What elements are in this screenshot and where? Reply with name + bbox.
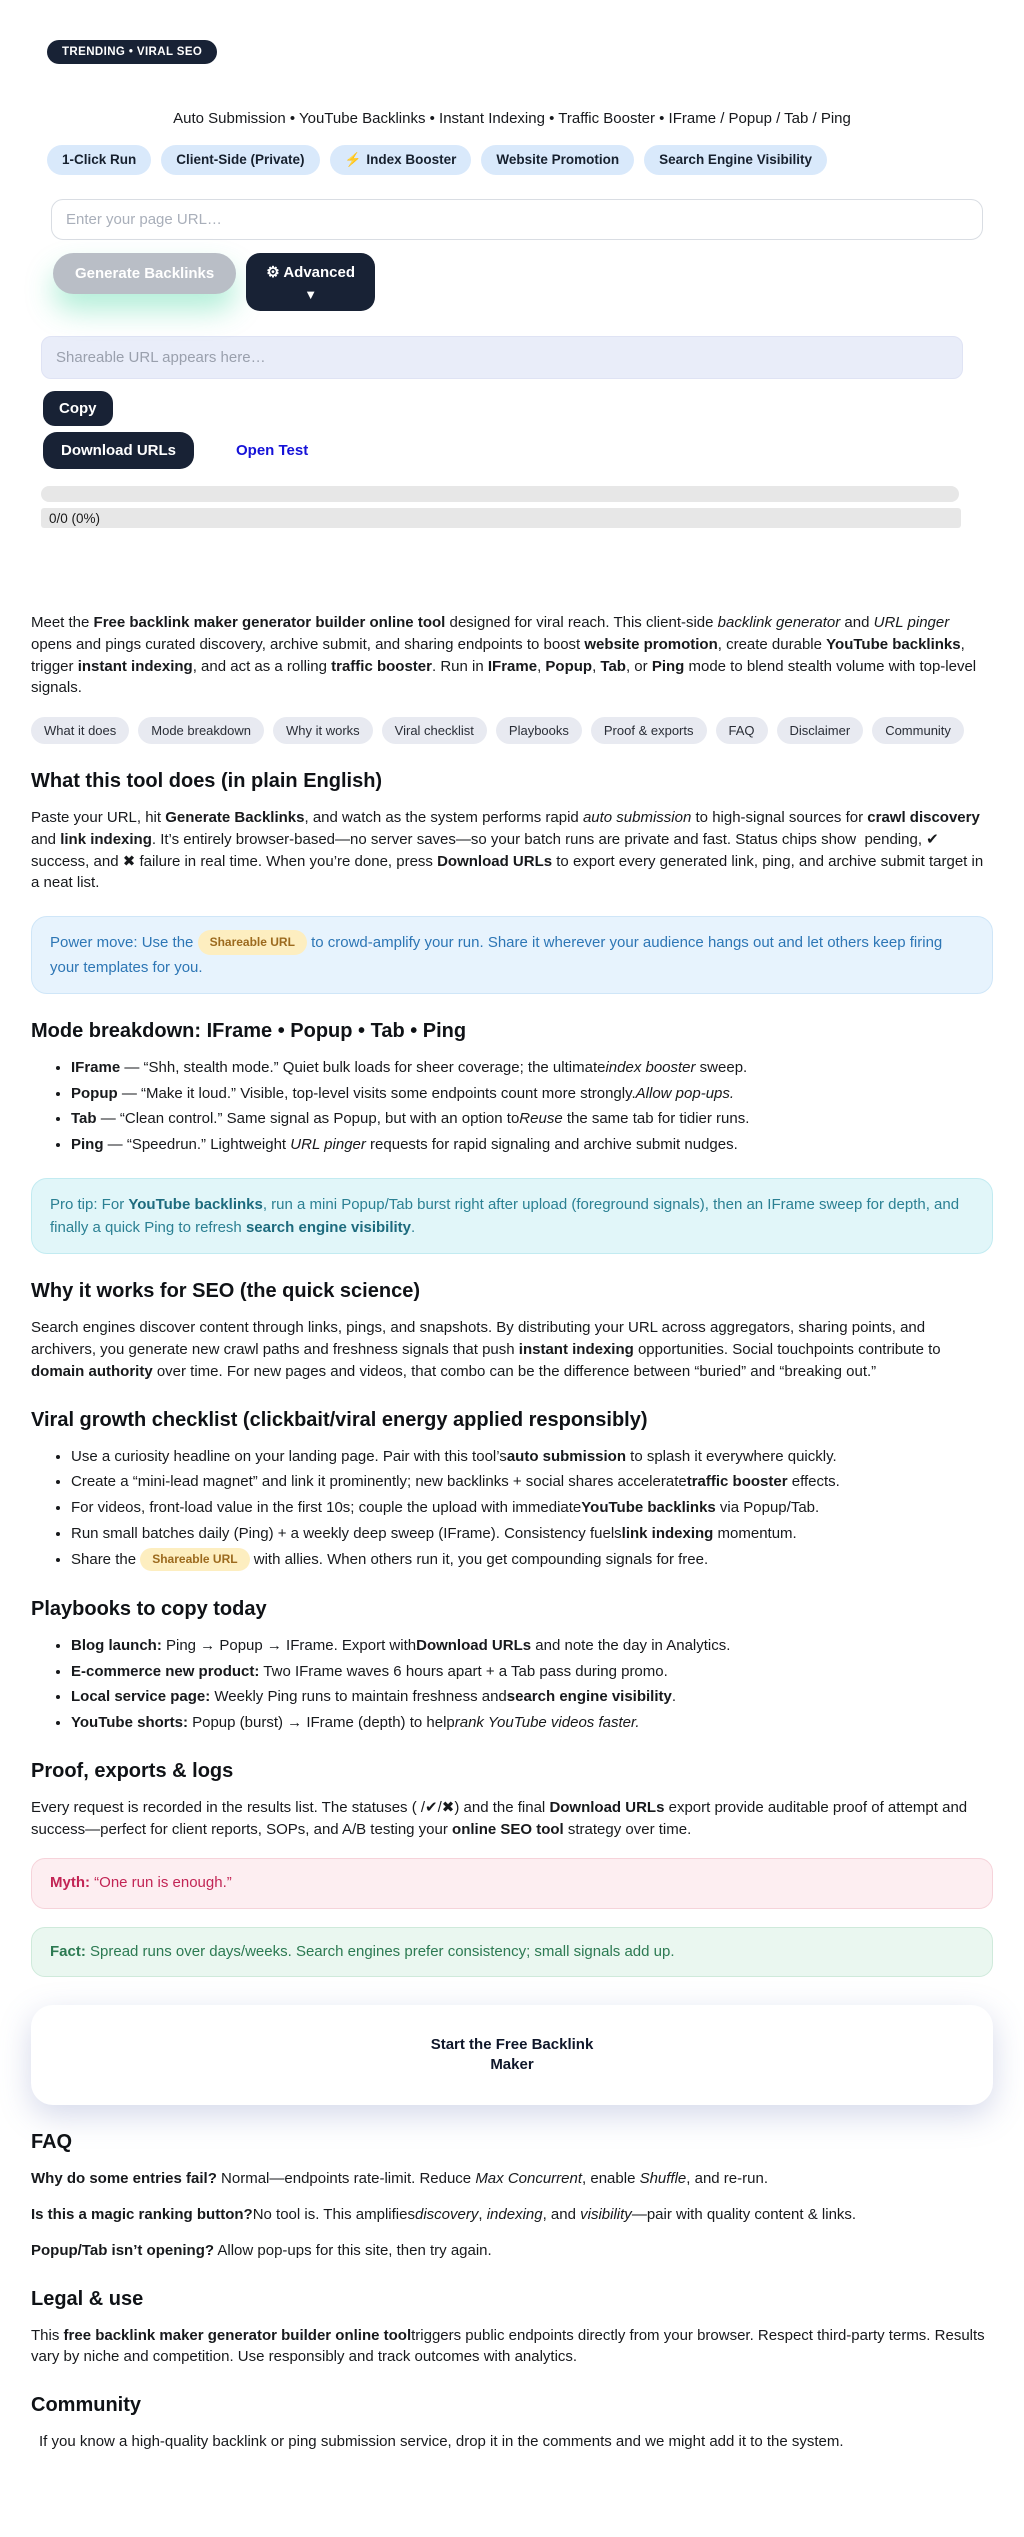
viral-item-headline: • Use a curiosity headline on your landing page. Pair with this tool’sauto submission to splash it everywhere quickly. (71, 1446, 993, 1468)
feature-chip-row (47, 145, 993, 175)
mode-item-iframe: • IFrame — “Shh, stealth mode.” Quiet bulk loads for sheer coverage; the ultimateindex booster sweep. (71, 1057, 993, 1079)
toc-chip-what-it-does[interactable]: What it does (31, 717, 129, 744)
mode-list (31, 1057, 993, 1156)
chip-index-booster-label: Index Booster (366, 152, 457, 167)
start-tool-cta[interactable]: Start the Free Backlink Maker (430, 2036, 594, 2074)
lightning-icon: ⚡ (344, 152, 362, 167)
playbook-ecommerce: • E-commerce new product: Two IFrame waves 6 hours apart + a Tab pass during promo. (71, 1661, 993, 1683)
generate-backlinks-button[interactable]: Generate Backlinks (53, 253, 236, 294)
shareable-url-input[interactable] (41, 336, 963, 379)
playbook-blog-launch: • Blog launch: Ping → Popup → IFrame. Export withDownload URLs and note the day in Analytics. (71, 1635, 993, 1657)
shareable-url-pill: Shareable URL (140, 1548, 249, 1571)
playbook-youtube-shorts: • YouTube shorts: Popup (burst) → IFrame (depth) to helprank YouTube videos faster. (71, 1712, 993, 1734)
viral-item-lead-magnet: • Create a “mini-lead magnet” and link it prominently; new backlinks + social shares acceleratetraffic booster effects. (71, 1471, 993, 1493)
feature-strapline: Auto Submission • YouTube Backlinks • Instant Indexing • Traffic Booster • IFrame / Popup / Tab / Ping (173, 110, 851, 127)
article (31, 612, 993, 2453)
open-test-link[interactable]: Open Test (236, 442, 309, 459)
viral-item-videos: • For videos, front-load value in the first 10s; couple the upload with immediateYouTube backlinks via Popup/Tab. (71, 1497, 993, 1519)
proof-paragraph: Every request is recorded in the results list. The statuses ( /✔/✖) and the final Download URLs export provide auditable proof of attempt and success—perfect for client reports, SOPs, and A/B testing your online SEO tool strategy over time. (31, 1798, 968, 1838)
progress-count-label: 0/0 (0%) (41, 508, 961, 528)
legal-paragraph: This free backlink maker generator builder online tooltriggers public endpoints directly from your browser. Respect third-party terms. Results vary by niche and competition. Use responsibly and track outcomes with analytics. (31, 2326, 985, 2366)
cta-card (31, 2005, 993, 2105)
advanced-button-label: Advanced (283, 264, 356, 281)
mode-item-tab: • Tab — “Clean control.” Same signal as Popup, but with an option toReuse the same tab for tidier runs. (71, 1108, 993, 1130)
faq-item-popup-blocked: Popup/Tab isn’t opening? Allow pop-ups for this site, then try again. (31, 2241, 492, 2259)
chip-search-visibility: Search Engine Visibility (644, 145, 827, 175)
heading-legal: Legal & use (31, 2287, 144, 2310)
advanced-button-line (266, 264, 355, 281)
heading-proof-exports: Proof, exports & logs (31, 1759, 234, 1782)
chevron-down-icon: ▼ (304, 286, 318, 302)
toc-chip-mode-breakdown[interactable]: Mode breakdown (138, 717, 264, 744)
pro-tip-callout: Pro tip: For YouTube backlinks, run a mini Popup/Tab burst right after upload (foreground signals), then an IFrame sweep for depth, and finally a quick Ping to refresh search engine visibility. (31, 1178, 993, 1255)
faq-item-entries-fail: Why do some entries fail? Normal—endpoints rate-limit. Reduce Max Concurrent, enable Shuffle, and re-run. (31, 2170, 768, 2188)
toc-chip-why-it-works[interactable]: Why it works (273, 717, 373, 744)
heading-community: Community (31, 2394, 141, 2417)
heading-what-it-does: What this tool does (in plain English) (31, 770, 383, 792)
heading-faq: FAQ (31, 2131, 73, 2154)
chip-client-side: Client-Side (Private) (161, 145, 319, 175)
download-urls-button[interactable]: Download URLs (43, 432, 194, 469)
heading-why-it-works: Why it works for SEO (the quick science) (31, 1280, 420, 1303)
what-it-does-paragraph: Paste your URL, hit Generate Backlinks, and watch as the system performs rapid auto submission to high-signal sources for crawl discovery and link indexing. It’s entirely browser-based—no server saves—so your batch runs are private and fast. Status chips show pending, ✔ success, and ✖ failure in real time. When you’re done, press Download URLs to export every generated link, ping, and archive submit target in a neat list. (31, 809, 984, 892)
myth-box: Myth: “One run is enough.” (31, 1858, 993, 1909)
playbook-local-service: • Local service page: Weekly Ping runs to maintain freshness andsearch engine visibility. (71, 1686, 993, 1708)
trending-badge: TRENDING • VIRAL SEO (47, 40, 217, 64)
page-url-input[interactable] (51, 199, 983, 240)
toc-chip-community[interactable]: Community (872, 717, 964, 744)
chip-website-promotion: Website Promotion (481, 145, 634, 175)
why-it-works-paragraph: Search engines discover content through links, pings, and snapshots. By distributing your URL across aggregators, sharing points, and archivers, you generate new crawl paths and freshness signals that push instant indexing opportunities. Social touchpoints contribute to domain authority over time. For new pages and videos, that combo can be the difference between “buried” and “breaking out.” (31, 1319, 941, 1380)
faq-item-magic-button: Is this a magic ranking button?No tool is. This amplifiesdiscovery, indexing, and visibility—pair with quality content & links. (31, 2206, 857, 2224)
toc-chip-disclaimer[interactable]: Disclaimer (777, 717, 864, 744)
toc-chip-faq[interactable]: FAQ (716, 717, 768, 744)
progress-bar (41, 486, 959, 502)
playbook-list (31, 1635, 993, 1734)
chip-1-click-run: 1-Click Run (47, 145, 151, 175)
gear-icon: ⚙ (266, 264, 280, 281)
mode-item-ping: • Ping — “Speedrun.” Lightweight URL pinger requests for rapid signaling and archive submit nudges. (71, 1134, 993, 1156)
intro-paragraph: Meet the Free backlink maker generator builder online tool designed for viral reach. This client-side backlink generator and URL pinger opens and pings curated discovery, archive submit, and sharing endpoints to boost website promotion, create durable YouTube backlinks, trigger instant indexing, and act as a rolling traffic booster. Run in IFrame, Popup, Tab, or Ping mode to blend stealth volume with top-level signals. (31, 614, 977, 697)
shareable-url-pill: Shareable URL (198, 930, 307, 955)
heading-playbooks: Playbooks to copy today (31, 1597, 267, 1620)
heading-viral-checklist: Viral growth checklist (clickbait/viral energy applied responsibly) (31, 1408, 648, 1431)
download-row (43, 432, 993, 469)
heading-mode-breakdown: Mode breakdown: IFrame • Popup • Tab • Ping (31, 1019, 467, 1042)
power-move-callout: Power move: Use the Shareable URL to crowd-amplify your run. Share it wherever your audience hangs out and let others keep firing your templates for you. (31, 916, 993, 994)
mode-item-popup: • Popup — “Make it loud.” Visible, top-level visits some endpoints count more strongly.Allow pop-ups. (71, 1083, 993, 1105)
community-line: If you know a high-quality backlink or ping submission service, drop it in the comments and we might add it to the system. (39, 2433, 844, 2451)
viral-checklist (31, 1446, 993, 1572)
copy-button[interactable]: Copy (43, 391, 113, 426)
toc-chip-row (31, 717, 993, 744)
toc-chip-proof-exports[interactable]: Proof & exports (591, 717, 707, 744)
viral-item-share: • Share the Shareable URL with allies. When others run it, you get compounding signals for free. (71, 1549, 993, 1572)
advanced-toggle-button[interactable] (246, 253, 375, 311)
fact-box: Fact: Spread runs over days/weeks. Search engines prefer consistency; small signals add up. (31, 1927, 993, 1978)
chip-index-booster (330, 145, 472, 175)
action-button-row (53, 253, 993, 311)
toc-chip-viral-checklist[interactable]: Viral checklist (382, 717, 487, 744)
toc-chip-playbooks[interactable]: Playbooks (496, 717, 582, 744)
viral-item-batches: • Run small batches daily (Ping) + a weekly deep sweep (IFrame). Consistency fuelslink indexing momentum. (71, 1523, 993, 1545)
